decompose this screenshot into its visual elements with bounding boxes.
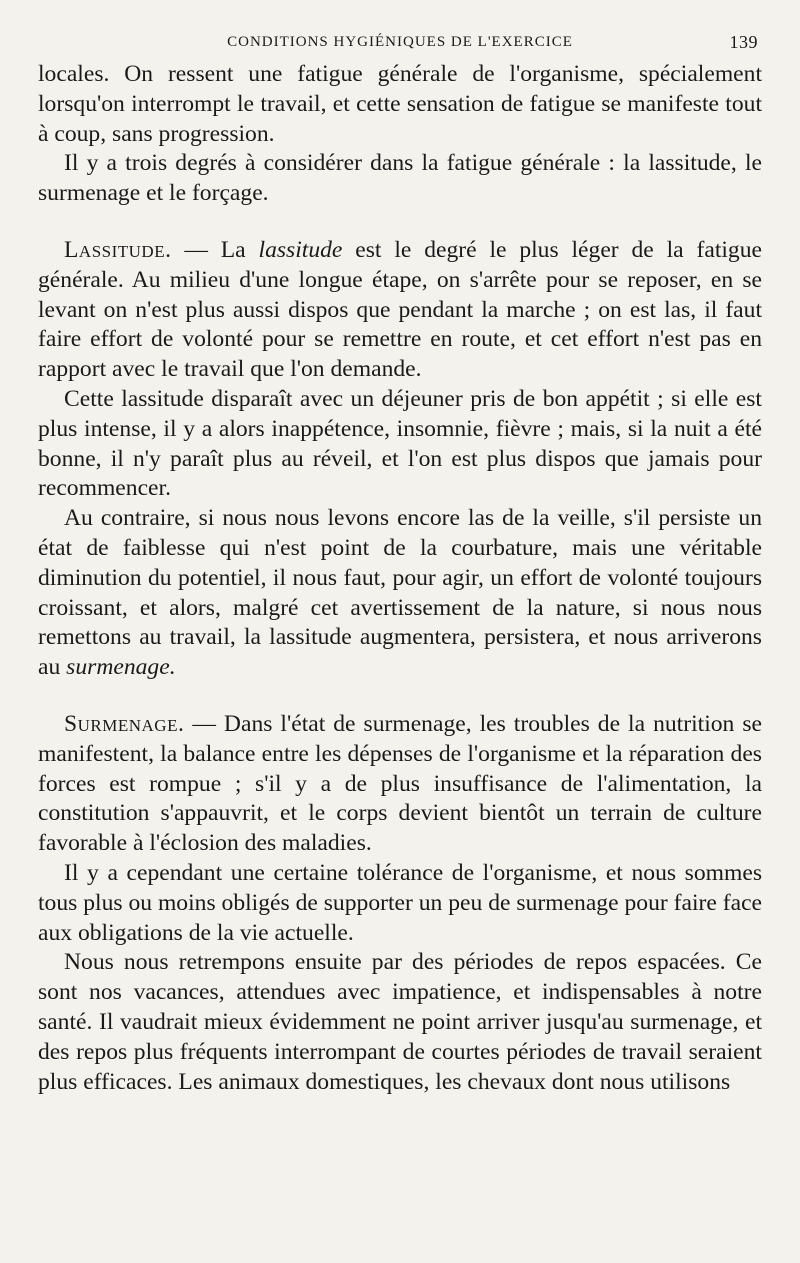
emphasis: lassitude bbox=[258, 236, 343, 263]
section-heading-surmenage: Surmenage. bbox=[64, 710, 185, 737]
section-gap bbox=[38, 209, 762, 236]
paragraph: Nous nous retrempons ensuite par des périodes de repos espacées. Ce sont nos vacances, attendues avec impatience, et indispensables à notre santé. Il vaudrait mieux évidemment ne point arriver jusqu'au surmenage, et des repos plus fréquents interrompant de courtes périodes de travail seraient plus efficaces. Les animaux domestiques, les chevaux dont nous utilisons bbox=[38, 949, 762, 1095]
paragraph-lassitude: Lassitude. — La lassitude est le degré le plus léger de la fatigue générale. Au milieu d'une longue étape, on s'arrête pour se reposer, en se levant on n'est plus aussi dispos que pendant la marche ; on est las, il faut faire effort de volonté pour se remettre en route, et cet effort n'est pas en rapport avec le travail que l'on demande. bbox=[38, 236, 762, 383]
section-gap bbox=[38, 683, 762, 710]
paragraph-surmenage: Surmenage. — Dans l'état de surmenage, les troubles de la nutrition se manifestent, la balance entre les dépenses de l'organisme et la réparation des forces est rompue ; s'il y a de plus insuffisance de l'alimentation, la constitution s'appauvrit, et le corps devient bientôt un terrain de culture favorable à l'éclosion des maladies. bbox=[38, 710, 762, 857]
running-head-title: CONDITIONS HYGIÉNIQUES DE L'EXERCICE bbox=[227, 34, 573, 50]
page-number: 139 bbox=[729, 32, 758, 52]
emphasis: surmenage. bbox=[66, 654, 176, 681]
paragraph: Il y a cependant une certaine tolérance de l'organisme, et nous sommes tous plus ou moins obligés de supporter un peu de surmenage pour faire face aux obligations de la vie actuelle. bbox=[38, 859, 763, 946]
paragraph: Cette lassitude disparaît avec un déjeuner pris de bon appétit ; si elle est plus intense, il y a alors inappétence, insomnie, fièvre ; mais, si la nuit a été bonne, il n'y paraît plus au réveil, et l'on est plus dispos que jamais pour recommencer. bbox=[38, 385, 762, 502]
paragraph: Au contraire, si nous nous levons encore las de la veille, s'il persiste un état de faiblesse qui n'est point de la courbature, mais une véritable diminution du potentiel, il nous faut, pour agir, un effort de volonté toujours croissant, et alors, malgré cet avertissement de la nature, si nous nous remettons au travail, la lassitude augmentera, persistera, et nous arriverons au surmenage. bbox=[38, 505, 762, 681]
section-heading-lassitude: Lassitude. bbox=[64, 236, 172, 263]
running-head bbox=[38, 30, 762, 60]
body-text bbox=[38, 60, 762, 1097]
paragraph: locales. On ressent une fatigue générale de l'organisme, spécialement lorsqu'on interrompt le travail, et cette sensation de fatigue se manifeste tout à coup, sans progression. bbox=[38, 61, 762, 147]
paragraph: Il y a trois degrés à considérer dans la fatigue générale : la lassitude, le surmenage et le forçage. bbox=[38, 150, 762, 207]
